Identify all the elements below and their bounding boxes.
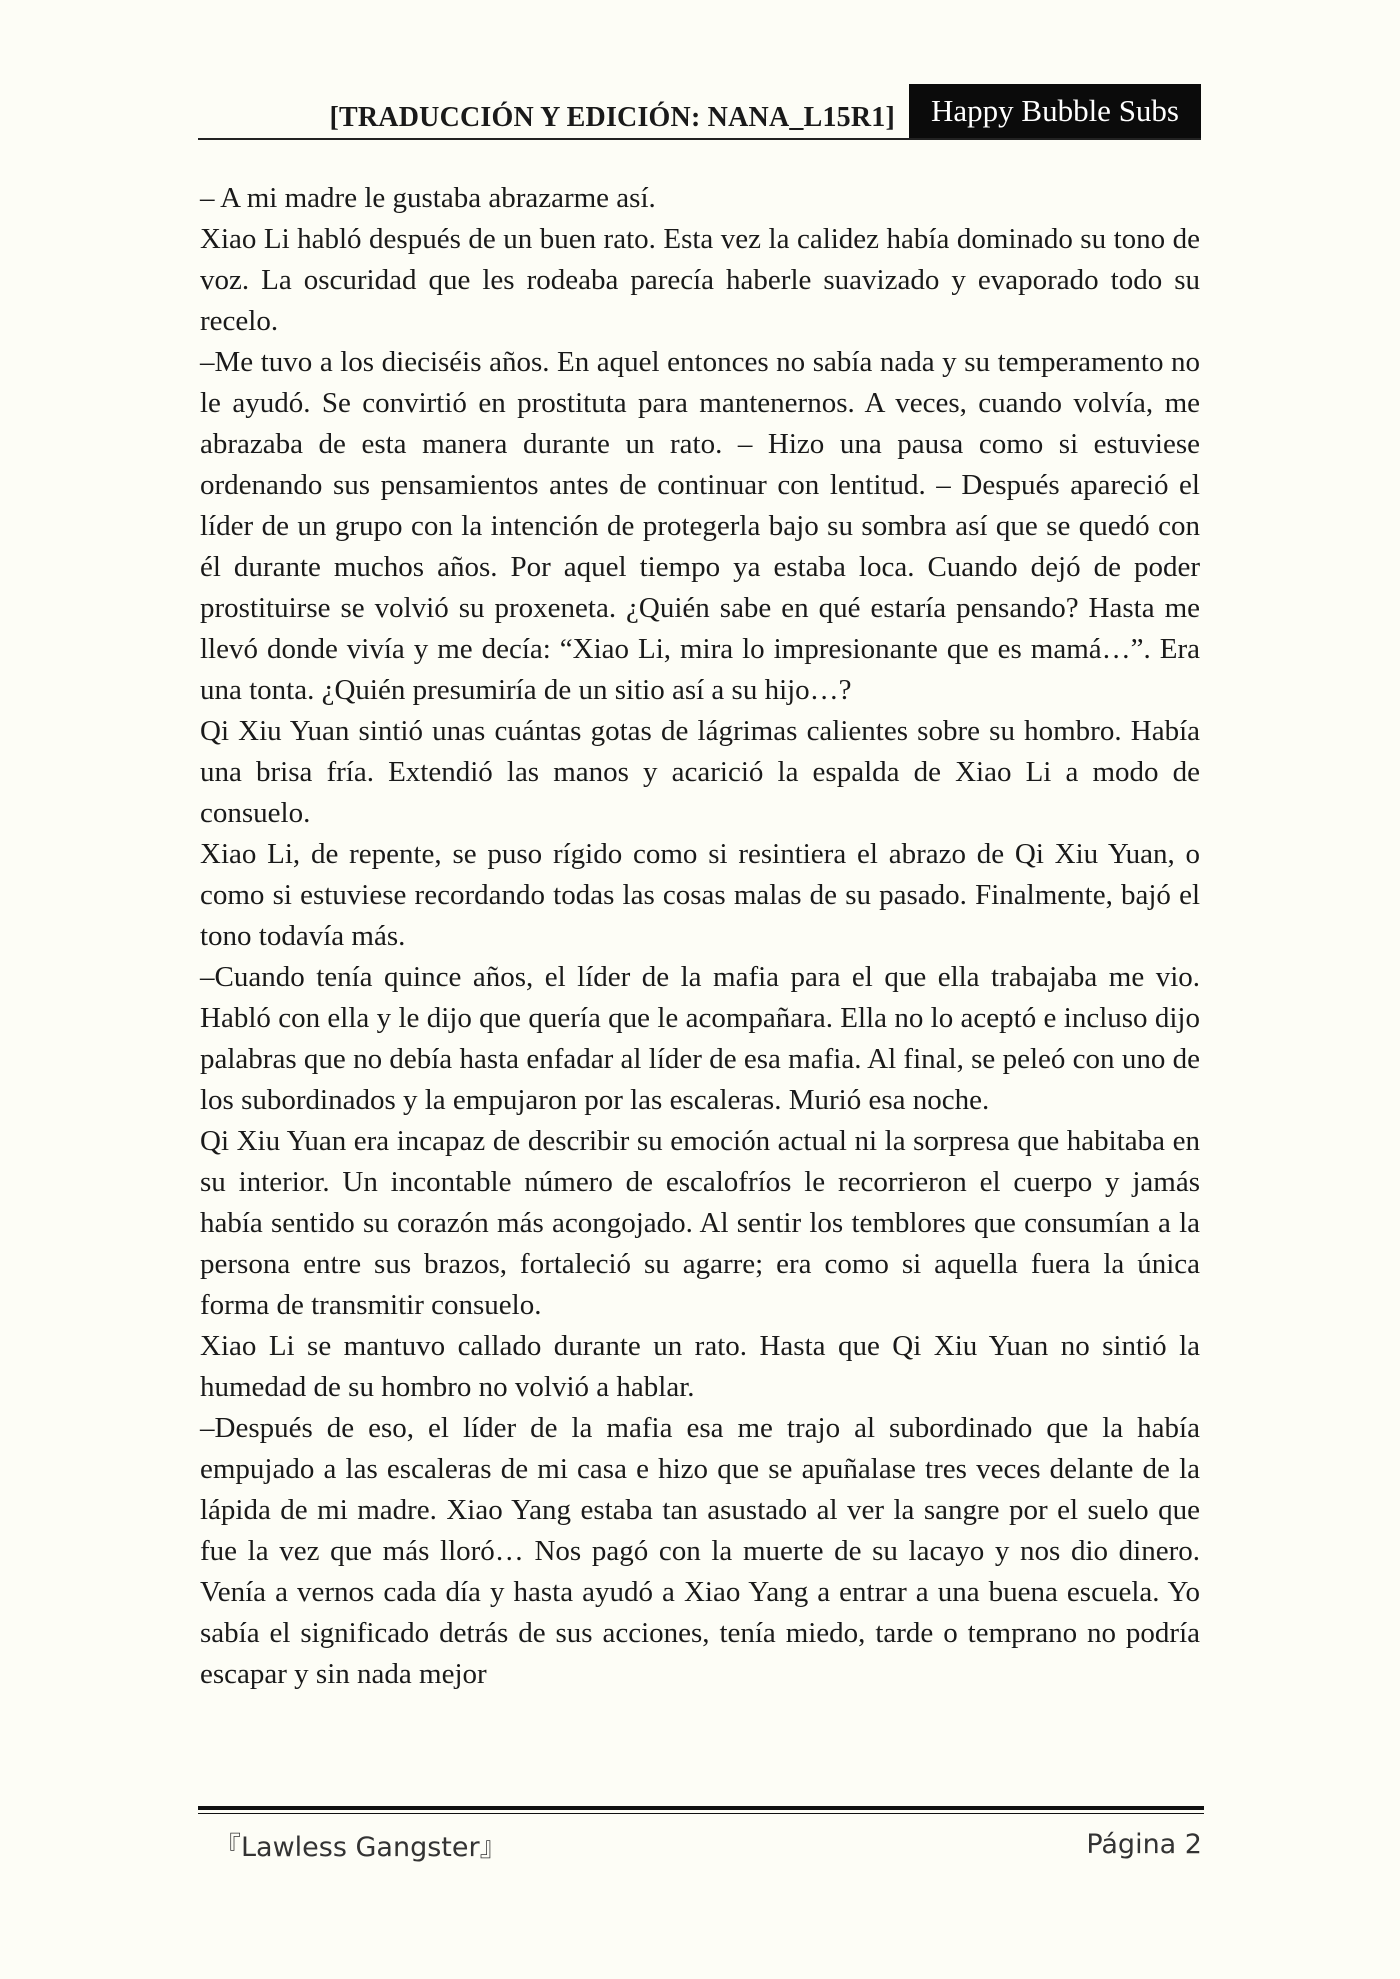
paragraph: Xiao Li habló después de un buen rato. Esta vez la calidez había dominado su tono de voz. La oscuridad que les rodeaba parecía haberle suavizado y evaporado todo su recelo. [200, 223, 1200, 337]
book-title: 『Lawless Gangster』 [214, 1831, 507, 1863]
paragraph: Qi Xiu Yuan sintió unas cuántas gotas de lágrimas calientes sobre su hombro. Había una brisa fría. Extendió las manos y acarició la espalda de Xiao Li a modo de consuelo. [200, 715, 1200, 829]
paragraph: Qi Xiu Yuan era incapaz de describir su emoción actual ni la sorpresa que habitaba en su interior. Un incontable número de escalofríos le recorrieron el cuerpo y jamás había sentido su corazón más acongojado. Al sentir los temblores que consumían a la persona entre sus brazos, fortaleció su agarre; era como si aquella fuera la única forma de transmitir consuelo. [200, 1125, 1200, 1321]
page-body [200, 178, 1200, 1695]
footer-divider-thin [198, 1813, 1204, 1814]
paragraph: – A mi madre le gustaba abrazarme así. [200, 182, 656, 214]
group-name-badge: Happy Bubble Subs [909, 84, 1201, 138]
page-footer [214, 1820, 1202, 1868]
paragraph: –Después de eso, el líder de la mafia esa me trajo al subordinado que la había empujado a las escaleras de mi casa e hizo que se apuñalase tres veces delante de la lápida de mi madre. Xiao Yang estaba tan asustado al ver la sangre por el suelo que fue la vez que más lloró… Nos pagó con la muerte de su lacayo y nos dio dinero. Venía a vernos cada día y hasta ayudó a Xiao Yang a entrar a una buena escuela. Yo sabía el significado detrás de sus acciones, tenía miedo, tarde o temprano no podría escapar y sin nada mejor [200, 1412, 1200, 1690]
paragraph: –Cuando tenía quince años, el líder de la mafia para el que ella trabajaba me vio. Habló con ella y le dijo que quería que le acompañara. Ella no lo aceptó e incluso dijo palabras que no debía hasta enfadar al líder de esa mafia. Al final, se peleó con uno de los subordinados y la empujaron por las escaleras. Murió esa noche. [200, 961, 1200, 1116]
translation-credit: [TRADUCCIÓN Y EDICIÓN: NANA_L15R1] [329, 102, 895, 133]
paragraph: Xiao Li se mantuvo callado durante un rato. Hasta que Qi Xiu Yuan no sintió la humedad de su hombro no volvió a hablar. [200, 1330, 1200, 1403]
footer-divider [198, 1806, 1204, 1810]
paragraph: –Me tuvo a los dieciséis años. En aquel entonces no sabía nada y su temperamento no le ayudó. Se convirtió en prostituta para mantenernos. A veces, cuando volvía, me abrazaba de esta manera durante un rato. – Hizo una pausa como si estuviese ordenando sus pensamientos antes de continuar con lentitud. – Después apareció el líder de un grupo con la intención de protegerla bajo su sombra así que se quedó con él durante muchos años. Por aquel tiempo ya estaba loca. Cuando dejó de poder prostituirse se volvió su proxeneta. ¿Quién sabe en qué estaría pensando? Hasta me llevó donde vivía y me decía: “Xiao Li, mira lo impresionante que es mamá…”. Era una tonta. ¿Quién presumiría de un sitio así a su hijo…? [200, 346, 1200, 706]
page-number: Página 2 [1086, 1828, 1202, 1860]
page-header [198, 84, 1201, 140]
paragraph: Xiao Li, de repente, se puso rígido como si resintiera el abrazo de Qi Xiu Yuan, o como si estuviese recordando todas las cosas malas de su pasado. Finalmente, bajó el tono todavía más. [200, 838, 1200, 952]
